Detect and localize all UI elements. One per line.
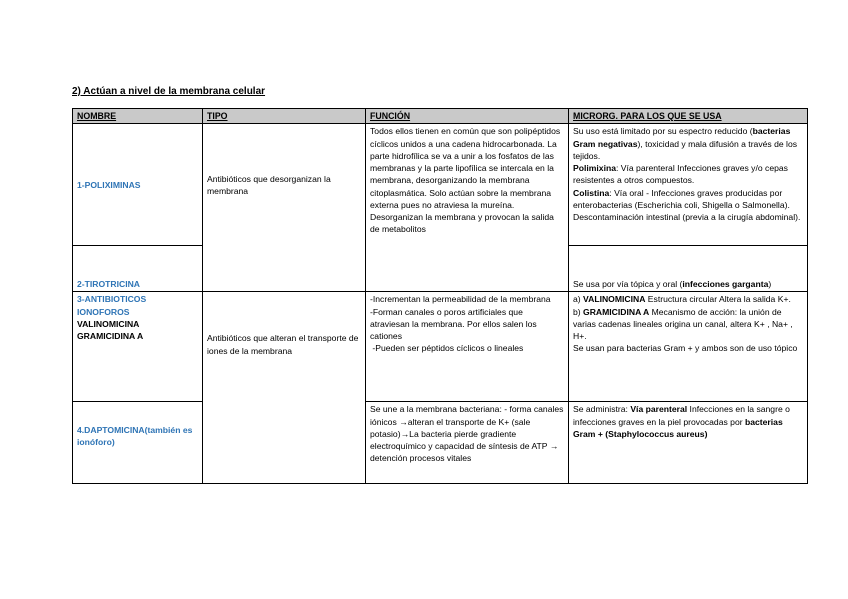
micro-uso: Se usan para bacterias Gram + y ambos son de uso tópico xyxy=(573,343,798,354)
cell-tipo-iones xyxy=(203,292,366,484)
drug-name: 4.DAPTOMICINA(también es ionóforo) xyxy=(77,425,193,448)
cell-funcion-polimixinas xyxy=(366,124,569,292)
drug-name-valinomicina: VALINOMICINA xyxy=(77,318,140,329)
cell-funcion-ionoforos xyxy=(366,292,569,402)
header-tipo: TIPO xyxy=(203,109,366,124)
cell-micro-ionoforos xyxy=(569,292,808,402)
funcion-text: Se une a la membrana bacteriana: - forma canales iónicos →alteran el transporte de K+ (sale potasio)→La bacteria pierde gradiente electroquímico y capacidad de síntesis de ATP → detención procesos vitales xyxy=(370,404,564,464)
cell-nombre-polimixinas xyxy=(73,124,203,246)
micro-valinomicina: a) VALINOMICINA Estructura circular Altera la salida K+. xyxy=(573,294,791,305)
micro-text: Se administra: Vía parenteral Infecciones en la sangre o infecciones graves en la piel provocadas por bacterias Gram + (Staphylococcus aureus) xyxy=(573,404,790,439)
table-row xyxy=(73,292,808,402)
micro-gramicidina: b) GRAMICIDINA A Mecanismo de acción: la unión de varias cadenas lineales origina un canal, altera K+ , Na+ , H+. xyxy=(573,306,793,342)
funcion-line: -Incrementan la permeabilidad de la membrana xyxy=(370,294,551,305)
micro-text: Su uso está limitado por su espectro reducido (bacterias Gram negativas), toxicidad y mala difusión a través de los tejidos. xyxy=(573,126,798,161)
tipo-text: Antibióticos que alteran el transporte de iones de la membrana xyxy=(207,333,359,356)
funcion-line: -Forman canales o poros artificiales que atraviesan la membrana. Por ellos salen los cationes xyxy=(370,306,537,342)
cell-nombre-daptomicina xyxy=(73,402,203,484)
funcion-line: -Pueden ser péptidos cíclicos o lineales xyxy=(370,343,524,354)
header-microrg: MICRORG. PARA LOS QUE SE USA xyxy=(569,109,808,124)
micro-polimixina: Polimixina: Vía parenteral Infecciones graves y/o cepas resistentes a otros compuestos. xyxy=(573,163,788,186)
cell-micro-daptomicina xyxy=(569,402,808,484)
drug-name: 2-TIROTRICINA xyxy=(77,279,141,290)
cell-nombre-tirotricina xyxy=(73,246,203,292)
micro-colistina: Colistina: Vía oral - Infecciones graves producidas por enterobacterias (Escherichia coli, Shigella o Salmonella). Descontaminación intestinal (previa a la cirugía abdominal). xyxy=(573,187,801,222)
micro-text: Se usa por vía tópica y oral (infecciones garganta) xyxy=(573,279,772,290)
cell-micro-tirotricina xyxy=(569,246,808,292)
tipo-text: Antibióticos que desorganizan la membrana xyxy=(207,174,331,197)
antibiotics-table xyxy=(72,108,808,484)
drug-name-gramicidina: GRAMICIDINA A xyxy=(77,331,144,342)
cell-micro-polimixinas xyxy=(569,124,808,246)
drug-name: 3-ANTIBIOTICOS IONOFOROS xyxy=(77,294,147,317)
table-row xyxy=(73,402,808,484)
cell-nombre-ionoforos xyxy=(73,292,203,402)
table-row xyxy=(73,124,808,246)
drug-name: 1-POLIXIMINAS xyxy=(77,179,141,190)
page-title: 2) Actúan a nivel de la membrana celular xyxy=(72,86,266,97)
funcion-text: Todos ellos tienen en común que son polipéptidos cíclicos unidos a una cadena hidrocarbonada. La parte hidrofílica se va a unir a los fosfatos de las membranas y la parte lipofílica se intercala en la membrana, desorganizando la membrana citoplasmática. Solo actúan sobre la membrana externa pues no atraviesa la mureína. Desorganizan la membrana y provocan la salida de metabolitos xyxy=(370,126,561,235)
cell-funcion-daptomicina xyxy=(366,402,569,484)
header-funcion: FUNCIÓN xyxy=(366,109,569,124)
cell-tipo-desorganizan xyxy=(203,124,366,292)
header-nombre: NOMBRE xyxy=(73,109,203,124)
table-header-row xyxy=(73,109,808,124)
